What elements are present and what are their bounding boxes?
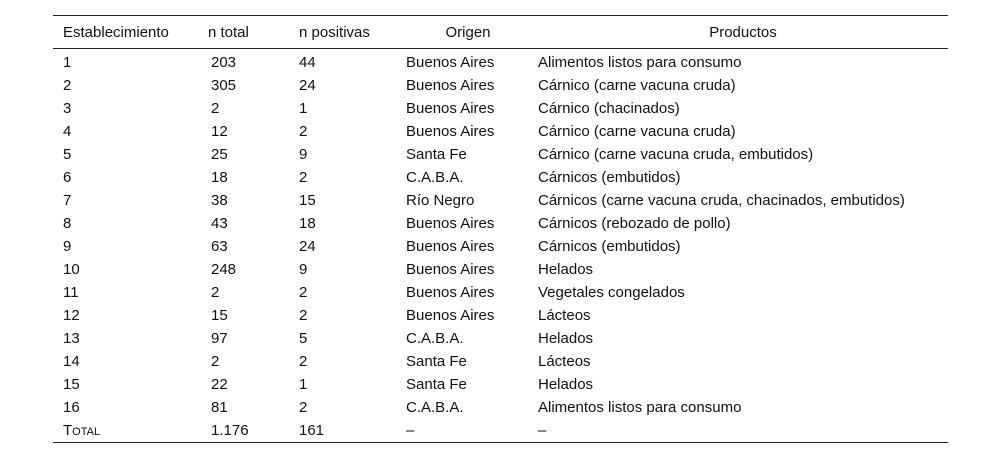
cell-productos: Alimentos listos para consumo — [538, 54, 742, 71]
cell-productos: Alimentos listos para consumo — [538, 399, 742, 416]
cell-origen: Santa Fe — [406, 146, 467, 163]
cell-n-positivas: 9 — [299, 261, 308, 278]
cell-n-positivas: 2 — [299, 284, 308, 301]
table-row — [53, 212, 948, 235]
cell-n-total: 203 — [211, 54, 237, 71]
cell-establecimiento: 6 — [63, 169, 72, 186]
cell-n-positivas: 15 — [299, 192, 316, 209]
cell-origen: Buenos Aires — [406, 54, 495, 71]
cell-productos: Lácteos — [538, 353, 591, 370]
cell-origen: Buenos Aires — [406, 77, 495, 94]
cell-origen: C.A.B.A. — [406, 330, 464, 347]
cell-productos: Cárnico (carne vacuna cruda) — [538, 77, 736, 94]
cell-productos: Cárnicos (embutidos) — [538, 238, 681, 255]
cell-origen: C.A.B.A. — [406, 399, 464, 416]
table-row — [53, 304, 948, 327]
establishments-table — [53, 15, 948, 443]
cell-establecimiento: 4 — [63, 123, 72, 140]
cell-n-positivas: 2 — [299, 353, 308, 370]
cell-productos: Cárnico (carne vacuna cruda, embutidos) — [538, 146, 814, 163]
cell-establecimiento: 14 — [63, 353, 80, 370]
cell-n-total: 18 — [211, 169, 228, 186]
cell-productos: Vegetales congelados — [538, 284, 685, 301]
cell-establecimiento: 13 — [63, 330, 80, 347]
cell-n-total: 12 — [211, 123, 228, 140]
table-row — [53, 166, 948, 189]
cell-origen: C.A.B.A. — [406, 169, 464, 186]
table-row — [53, 189, 948, 212]
cell-origen: Buenos Aires — [406, 123, 495, 140]
table-row — [53, 74, 948, 97]
cell-establecimiento: 12 — [63, 307, 80, 324]
header-row — [53, 16, 948, 49]
cell-productos: Lácteos — [538, 307, 591, 324]
header-n-total: n total — [208, 23, 249, 41]
cell-n-positivas: 24 — [299, 77, 316, 94]
cell-establecimiento: 9 — [63, 238, 72, 255]
total-productos: – — [538, 422, 547, 439]
total-n-positivas: 161 — [299, 422, 325, 439]
cell-n-total: 38 — [211, 192, 228, 209]
cell-n-total: 25 — [211, 146, 228, 163]
cell-productos: Cárnicos (rebozado de pollo) — [538, 215, 731, 232]
cell-origen: Buenos Aires — [406, 261, 495, 278]
table-row — [53, 327, 948, 350]
cell-n-positivas: 9 — [299, 146, 308, 163]
cell-n-positivas: 5 — [299, 330, 308, 347]
cell-n-positivas: 1 — [299, 100, 308, 117]
table-row — [53, 143, 948, 166]
table-row — [53, 97, 948, 120]
cell-establecimiento: 1 — [63, 54, 72, 71]
cell-productos: Cárnico (chacinados) — [538, 100, 680, 117]
cell-n-positivas: 2 — [299, 169, 308, 186]
total-n-total: 1.176 — [211, 422, 249, 439]
cell-establecimiento: 16 — [63, 399, 80, 416]
cell-establecimiento: 11 — [63, 284, 79, 301]
cell-n-total: 63 — [211, 238, 228, 255]
cell-origen: Buenos Aires — [406, 238, 495, 255]
cell-productos: Cárnico (carne vacuna cruda) — [538, 123, 736, 140]
cell-n-total: 15 — [211, 307, 228, 324]
cell-establecimiento: 10 — [63, 261, 80, 278]
cell-origen: Santa Fe — [406, 353, 467, 370]
cell-n-total: 2 — [211, 353, 220, 370]
cell-n-total: 305 — [211, 77, 237, 94]
cell-origen: Buenos Aires — [406, 215, 495, 232]
total-label: Total — [63, 422, 101, 439]
cell-productos: Cárnicos (carne vacuna cruda, chacinados, embutidos) — [538, 192, 905, 209]
total-row — [53, 419, 948, 443]
cell-n-positivas: 44 — [299, 54, 316, 71]
cell-n-positivas: 2 — [299, 123, 308, 140]
table-row — [53, 49, 948, 75]
cell-origen: Santa Fe — [406, 376, 467, 393]
cell-n-positivas: 2 — [299, 307, 308, 324]
cell-n-total: 43 — [211, 215, 228, 232]
header-n-positivas: n positivas — [299, 23, 370, 41]
cell-establecimiento: 15 — [63, 376, 80, 393]
table-body — [53, 49, 948, 443]
table-header — [53, 16, 948, 49]
cell-origen: Buenos Aires — [406, 307, 495, 324]
data-table-container — [53, 15, 948, 443]
table-row — [53, 235, 948, 258]
cell-establecimiento: 5 — [63, 146, 72, 163]
table-row — [53, 120, 948, 143]
cell-establecimiento: 7 — [63, 192, 72, 209]
table-row — [53, 281, 948, 304]
cell-n-total: 248 — [211, 261, 237, 278]
table-row — [53, 396, 948, 419]
cell-establecimiento: 8 — [63, 215, 72, 232]
header-establecimiento: Establecimiento — [63, 23, 169, 41]
cell-productos: Cárnicos (embutidos) — [538, 169, 681, 186]
cell-origen: Río Negro — [406, 192, 475, 209]
cell-establecimiento: 2 — [63, 77, 72, 94]
cell-n-total: 22 — [211, 376, 228, 393]
cell-n-total: 2 — [211, 284, 220, 301]
header-origen: Origen — [445, 23, 491, 41]
total-origen: – — [406, 422, 415, 439]
cell-establecimiento: 3 — [63, 100, 72, 117]
cell-n-total: 2 — [211, 100, 220, 117]
cell-n-positivas: 1 — [299, 376, 308, 393]
cell-origen: Buenos Aires — [406, 100, 495, 117]
cell-n-total: 97 — [211, 330, 228, 347]
table-row — [53, 350, 948, 373]
cell-n-positivas: 18 — [299, 215, 316, 232]
cell-productos: Helados — [538, 261, 594, 278]
cell-n-positivas: 24 — [299, 238, 316, 255]
header-productos: Productos — [709, 23, 777, 41]
table-row — [53, 258, 948, 281]
cell-n-total: 81 — [211, 399, 228, 416]
cell-productos: Helados — [538, 376, 594, 393]
cell-origen: Buenos Aires — [406, 284, 495, 301]
cell-n-positivas: 2 — [299, 399, 308, 416]
cell-productos: Helados — [538, 330, 594, 347]
table-row — [53, 373, 948, 396]
